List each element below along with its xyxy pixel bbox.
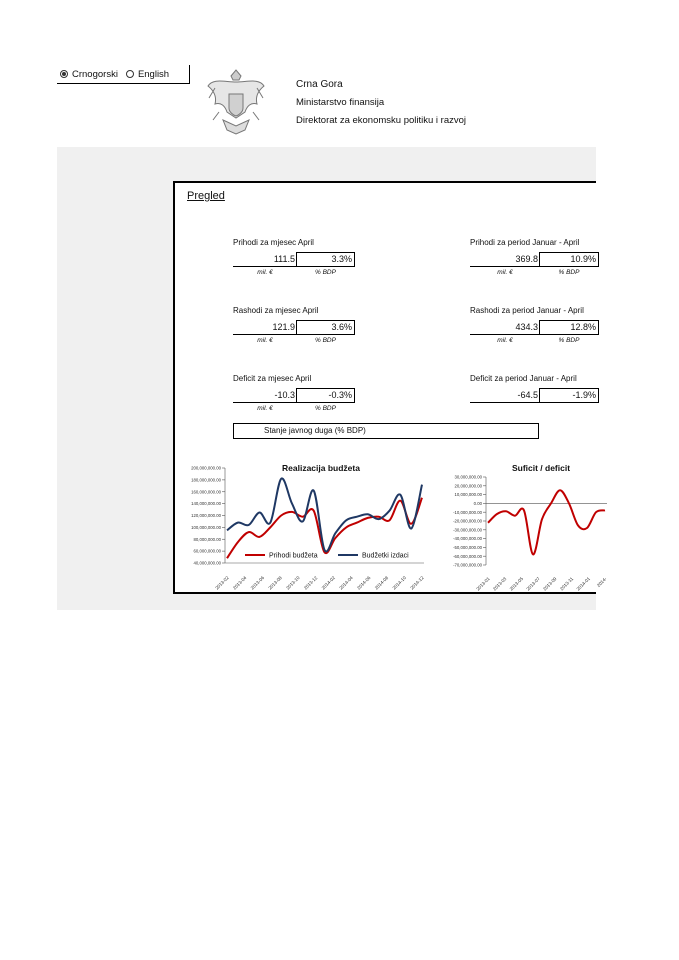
unit-label: mil. € bbox=[257, 269, 273, 276]
x-tick-label: 2014-06 bbox=[356, 575, 372, 591]
monthly-expense-pct: 3.6% bbox=[296, 320, 355, 335]
y-tick-label: 200,000,000.00 bbox=[191, 465, 221, 471]
legend-label: Prihodi budžeta bbox=[269, 552, 318, 560]
x-tick-label: 2014-10 bbox=[391, 575, 407, 591]
unit-label: mil. € bbox=[257, 337, 273, 344]
x-tick-label: 2013-08 bbox=[267, 575, 283, 591]
x-tick-label: 2013-02 bbox=[214, 575, 230, 591]
radio-crnogorski[interactable] bbox=[60, 70, 68, 78]
unit-label: % BDP bbox=[558, 337, 580, 344]
y-tick-label: 0.00 bbox=[473, 501, 482, 506]
monthly-deficit-value: -10.3 bbox=[233, 388, 297, 403]
y-tick-label: 60,000,000.00 bbox=[193, 548, 221, 554]
y-tick-label: -60,000,000.00 bbox=[453, 553, 482, 559]
x-tick-label: 2014-02 bbox=[320, 575, 337, 591]
radio-english[interactable] bbox=[126, 70, 134, 78]
x-tick-label: 2014-12 bbox=[409, 575, 425, 591]
monthly-revenue-pct: 3.3% bbox=[296, 252, 355, 267]
y-tick-label: 100,000,000.00 bbox=[191, 524, 221, 530]
x-tick-label: 2013-09 bbox=[542, 576, 558, 592]
x-tick-label: 2014-01 bbox=[575, 576, 591, 592]
budget-realization-chart bbox=[175, 459, 437, 595]
y-tick-label: 180,000,000.00 bbox=[191, 477, 221, 483]
y-tick-label: -20,000,000.00 bbox=[453, 518, 482, 524]
legend-label: Budžetki izdaci bbox=[362, 552, 409, 560]
x-tick-label: 2014-08 bbox=[373, 575, 390, 591]
y-tick-label: -50,000,000.00 bbox=[453, 545, 482, 550]
y-tick-label: -10,000,000.00 bbox=[453, 509, 482, 515]
monthly-revenue-label: Prihodi za mjesec April bbox=[233, 238, 314, 247]
y-tick-label: 30,000,000.00 bbox=[454, 474, 482, 480]
chart-title: Realizacija budžeta bbox=[282, 463, 360, 473]
period-revenue-pct: 10.9% bbox=[539, 252, 599, 267]
period-expense-pct: 12.8% bbox=[539, 320, 599, 335]
y-tick-label: 20,000,000.00 bbox=[454, 483, 482, 489]
monthly-expense-label: Rashodi za mjesec April bbox=[233, 306, 319, 315]
unit-label: % BDP bbox=[315, 269, 336, 276]
header-country: Crna Gora bbox=[296, 79, 343, 90]
unit-label: % BDP bbox=[558, 269, 580, 276]
y-tick-label: -40,000,000.00 bbox=[453, 536, 482, 542]
y-tick-label: 80,000,000.00 bbox=[193, 536, 221, 542]
x-tick-label: 2013-01 bbox=[475, 576, 491, 592]
monthly-deficit-label: Deficit za mjesec April bbox=[233, 374, 312, 383]
monthly-deficit-pct: -0.3% bbox=[296, 388, 355, 403]
period-revenue-label: Prihodi za period Januar - April bbox=[470, 238, 580, 247]
period-revenue-value: 369.8 bbox=[470, 252, 540, 267]
y-tick-label: 140,000,000.00 bbox=[191, 501, 221, 507]
unit-label: % BDP bbox=[315, 337, 336, 344]
y-tick-label: 120,000,000.00 bbox=[191, 513, 221, 519]
y-tick-label: 160,000,000.00 bbox=[191, 489, 221, 495]
period-expense-value: 434.3 bbox=[470, 320, 540, 335]
unit-label: % BDP bbox=[315, 405, 336, 412]
chart-title: Suficit / deficit bbox=[511, 463, 571, 473]
x-tick-label: 2013-04 bbox=[231, 575, 248, 591]
period-deficit-pct: -1.9% bbox=[539, 388, 599, 403]
y-tick-label: -70,000,000.00 bbox=[453, 562, 482, 568]
y-tick-label: 10,000,000.00 bbox=[454, 492, 482, 498]
language-selector bbox=[57, 65, 190, 84]
unit-label: mil. € bbox=[497, 337, 513, 344]
period-deficit-value: -64.5 bbox=[470, 388, 540, 403]
unit-label: mil. € bbox=[497, 269, 513, 276]
x-tick-label: 2013-10 bbox=[285, 575, 301, 591]
x-tick-label: 2014- bbox=[595, 576, 608, 589]
unit-label: mil. € bbox=[257, 405, 273, 412]
coat-of-arms-icon bbox=[205, 68, 267, 138]
public-debt-button[interactable]: Stanje javnog duga (% BDP) bbox=[233, 423, 539, 439]
period-expense-label: Rashodi za period Januar - April bbox=[470, 306, 584, 315]
radio-english-label[interactable]: English bbox=[137, 68, 170, 80]
x-tick-label: 2013-07 bbox=[525, 576, 541, 592]
period-deficit-label: Deficit za period Januar - April bbox=[470, 374, 577, 383]
x-tick-label: 2013-03 bbox=[491, 576, 508, 592]
radio-crnogorski-label[interactable]: Crnogorski bbox=[72, 68, 118, 80]
header-ministry: Ministarstvo finansija bbox=[296, 97, 385, 108]
surplus-deficit-chart bbox=[431, 459, 608, 595]
y-tick-label: -30,000,000.00 bbox=[453, 527, 482, 533]
x-tick-label: 2013-12 bbox=[302, 575, 319, 591]
monthly-expense-value: 121.9 bbox=[233, 320, 297, 335]
y-tick-label: 40,000,000.00 bbox=[193, 560, 221, 566]
header-directorate: Direktorat za ekonomsku politiku i razvoj bbox=[296, 115, 467, 126]
panel-title: Pregled bbox=[187, 190, 225, 202]
monthly-revenue-value: 111.5 bbox=[233, 252, 297, 267]
x-tick-label: 2013-05 bbox=[508, 576, 525, 592]
overview-panel bbox=[173, 181, 608, 594]
x-tick-label: 2013-06 bbox=[249, 575, 266, 591]
x-tick-label: 2014-04 bbox=[338, 575, 354, 591]
x-tick-label: 2013-11 bbox=[559, 576, 575, 592]
